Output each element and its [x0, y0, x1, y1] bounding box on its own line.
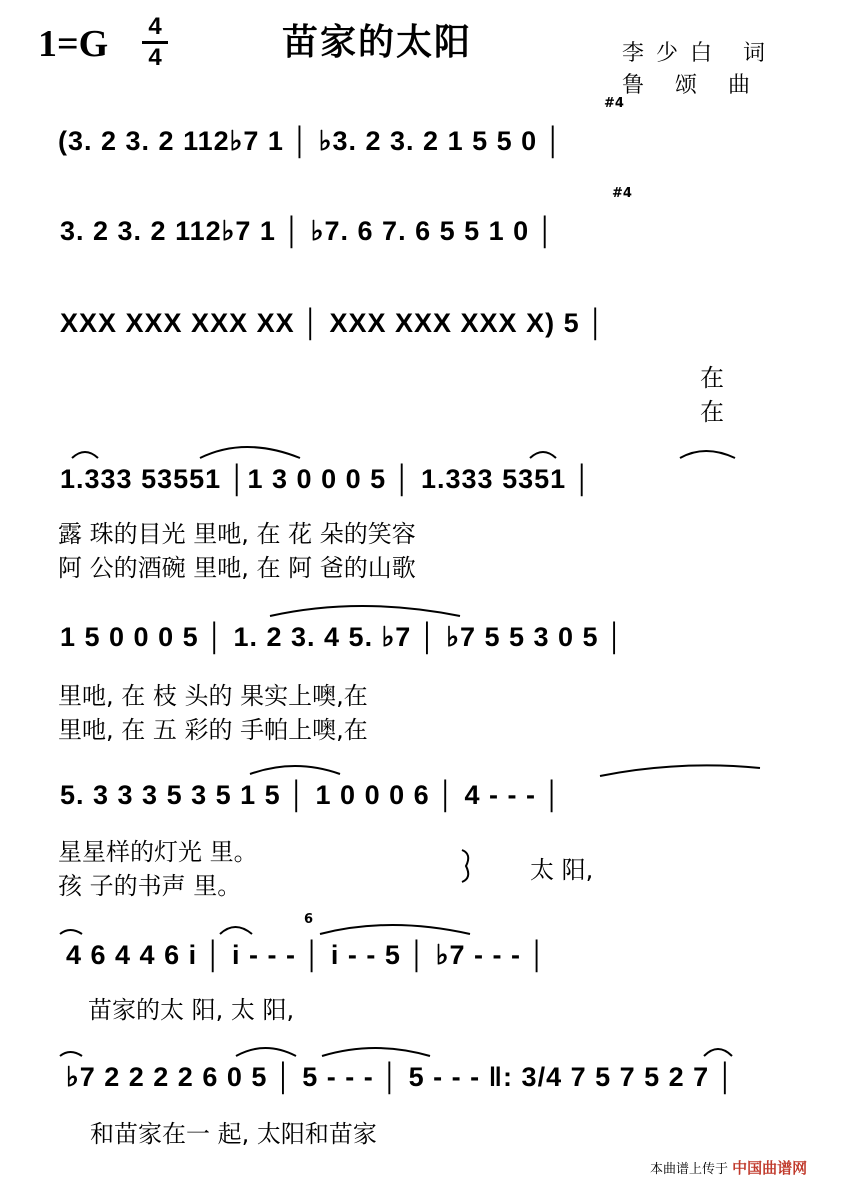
lyric-row-8: 和苗家在一 起, 太阳和苗家	[90, 1120, 377, 1148]
watermark: 本曲谱上传于 中国曲谱网	[650, 1159, 808, 1177]
grace-note-1: #4	[604, 96, 624, 111]
lyric-row-3-b: 在	[700, 398, 724, 426]
time-bottom: 4	[148, 44, 162, 71]
lyric-row-4-b: 阿 公的酒碗 里吔, 在 阿 爸的山歌	[58, 554, 416, 582]
score-row-6: 5. 3 3 3 5 3 5 1 5 │ 1 0 0 0 6 │ 4 - - - │	[60, 780, 563, 810]
lyricist-credit: 李少白 词	[622, 41, 777, 66]
score-row-5: 1 5 0 0 0 5 │ 1. 2 3. 4 5. ♭7 │ ♭7 5 5 3 0 5 │	[60, 622, 625, 652]
lyric-row-6-b: 孩 子的书声 里。	[58, 872, 242, 900]
lyric-row-6-a: 星星样的灯光 里。	[58, 838, 258, 866]
composer-credit: 鲁 颂 曲	[622, 73, 762, 98]
lyric-row-3-a: 在	[700, 364, 724, 392]
site-logo-text: 中国曲谱网	[732, 1159, 808, 1177]
lyric-row-5-b: 里吔, 在 五 彩的 手帕上噢,在	[58, 716, 368, 744]
score-row-3: XXX XXX XXX XX │ XXX XXX XXX X) 5 │	[60, 308, 606, 338]
key-signature: 1=G	[38, 23, 109, 65]
lyric-row-7: 苗家的太 阳, 太 阳,	[88, 996, 295, 1024]
grace-note-3: 6	[304, 912, 314, 927]
score-row-8: ♭7 2 2 2 2 6 0 5 │ 5 - - - │ 5 - - - ‖: 3/4 7 5 7 5 2 7 │	[66, 1062, 736, 1092]
grace-note-2: #4	[612, 186, 632, 201]
time-top: 4	[148, 13, 162, 40]
lyric-row-5-a: 里吔, 在 枝 头的 果实上噢,在	[58, 682, 368, 710]
score-row-1: (3. 2 3. 2 112♭7 1 │ ♭3. 2 3. 2 1 5 5 0 │	[58, 126, 564, 156]
lyric-row-6-c: 太 阳,	[530, 856, 594, 884]
score-row-2: 3. 2 3. 2 112♭7 1 │ ♭7. 6 7. 6 5 5 1 0 │	[60, 216, 556, 246]
lyric-row-4-a: 露 珠的目光 里吔, 在 花 朵的笑容	[58, 520, 416, 548]
score-row-7: 4 6 4 4 6 i │ i - - - │ i - - 5 │ ♭7 - - - │	[66, 940, 548, 970]
score-row-4: 1.333 53551 │1 3 0 0 0 5 │ 1.333 5351 │	[60, 464, 593, 494]
song-title: 苗家的太阳	[282, 22, 473, 63]
